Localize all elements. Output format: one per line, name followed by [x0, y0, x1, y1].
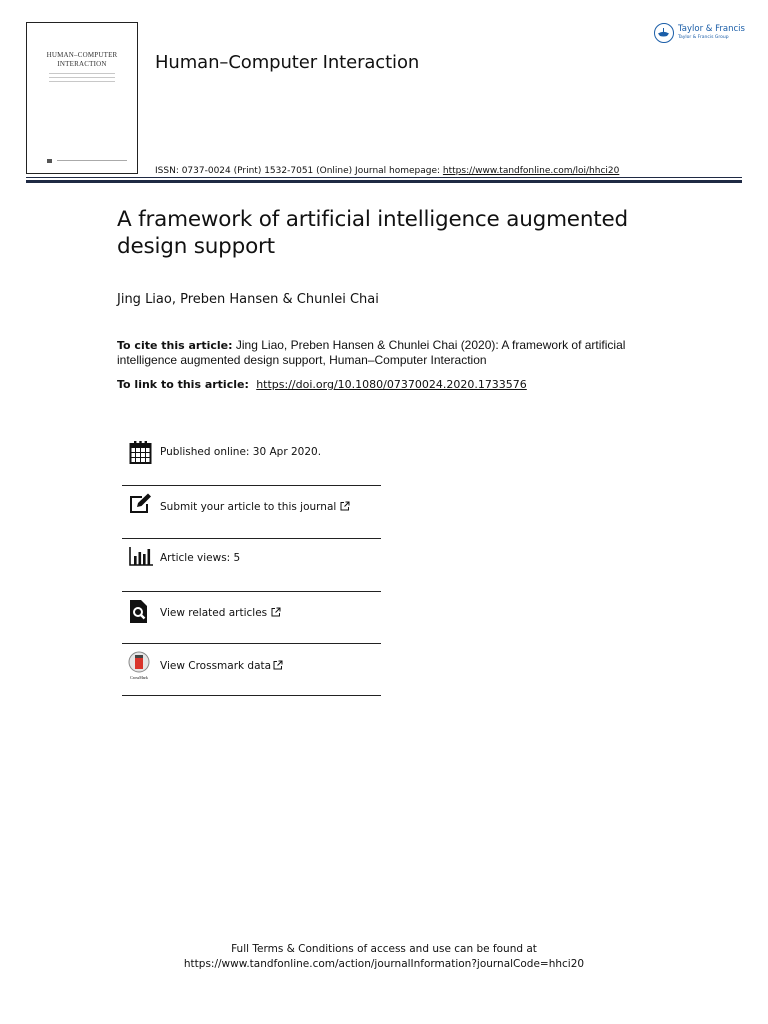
citation-block	[117, 338, 657, 368]
footer	[0, 942, 768, 972]
external-link-icon	[273, 660, 283, 670]
related-articles-text: View related articles	[160, 607, 268, 619]
link-label: To link to this article:	[117, 378, 249, 391]
cover-title-line-1: HUMAN–COMPUTER	[46, 51, 118, 59]
submit-article-text: Submit your article to this journal	[160, 501, 337, 513]
info-divider	[122, 591, 381, 592]
cover-decoration	[49, 73, 115, 85]
search-document-icon	[128, 598, 154, 624]
footer-terms-link[interactable]: https://www.tandfonline.com/action/journalInformation?journalCode=hhci20	[183, 958, 585, 970]
submit-article-link[interactable]	[160, 501, 350, 513]
info-divider	[122, 695, 381, 696]
issn-text: ISSN: 0737-0024 (Print) 1532-7051 (Online) Journal homepage:	[155, 166, 443, 176]
header-rule-thick	[26, 180, 742, 183]
issn-line	[155, 166, 619, 176]
info-divider	[122, 538, 381, 539]
cover-title	[27, 51, 137, 69]
journal-name: Human–Computer Interaction	[155, 52, 420, 73]
article-link-row	[117, 377, 527, 391]
crossmark-icon-label: CrossMark	[130, 675, 148, 680]
submit-article-row[interactable]	[122, 492, 381, 544]
header-rule-thin	[26, 177, 742, 178]
crossmark-text: View Crossmark data	[160, 660, 272, 672]
cite-label: To cite this article:	[117, 339, 233, 352]
article-views-row	[122, 545, 381, 597]
doi-link[interactable]: https://doi.org/10.1080/07370024.2020.1733576	[256, 378, 527, 391]
edit-icon	[128, 492, 154, 518]
article-authors: Jing Liao, Preben Hansen & Chunlei Chai	[117, 292, 379, 307]
published-online-text: Published online: 30 Apr 2020.	[160, 446, 322, 458]
cover-footer-decoration	[47, 159, 127, 163]
publisher-logo-icon	[654, 23, 674, 43]
info-divider	[122, 485, 381, 486]
calendar-icon	[128, 439, 154, 465]
journal-homepage-link[interactable]: https://www.tandfonline.com/loi/hhci20	[442, 166, 620, 176]
bar-chart-icon	[128, 545, 154, 571]
crossmark-icon	[128, 650, 154, 680]
cover-title-line-2: INTERACTION	[57, 60, 107, 68]
article-views-text: Article views: 5	[160, 552, 241, 564]
published-online-row	[122, 439, 381, 491]
publisher-name: Taylor & Francis	[678, 24, 745, 34]
footer-line-1: Full Terms & Conditions of access and use can be found at	[231, 943, 537, 955]
publisher-group: Taylor & Francis Group	[678, 35, 729, 40]
info-divider	[122, 643, 381, 644]
publisher-logo	[654, 22, 746, 48]
article-title: A framework of artificial intelligence augmented design support	[117, 207, 628, 259]
crossmark-link[interactable]	[160, 660, 283, 672]
external-link-icon	[340, 501, 350, 511]
external-link-icon	[271, 607, 281, 617]
journal-cover-image	[26, 22, 138, 174]
cite-text: Jing Liao, Preben Hansen & Chunlei Chai (2020): A framework of artificial intelligence augmented design support, Human–Computer Interaction	[117, 338, 626, 367]
related-articles-link[interactable]	[160, 607, 281, 619]
